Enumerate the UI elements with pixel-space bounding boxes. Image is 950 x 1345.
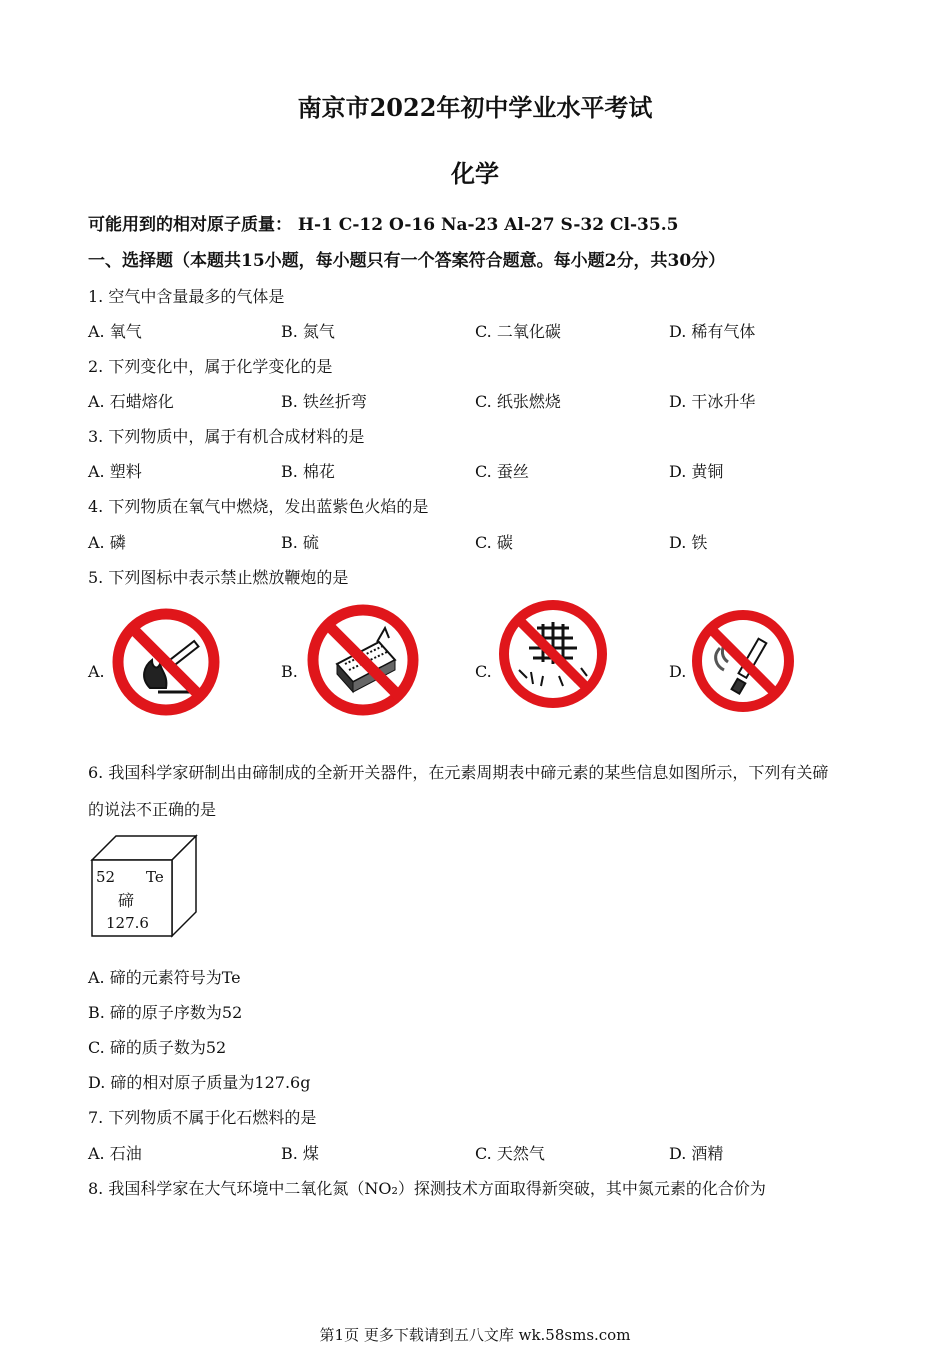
option-b: B. 煤 [281, 1144, 319, 1163]
option-c: C. 碲的质子数为52 [88, 1038, 227, 1057]
element-atomic-mass: 127.6 [106, 914, 149, 932]
option-c: C. [475, 662, 492, 681]
question-stem: 4. 下列物质在氧气中燃烧，发出蓝紫色火焰的是 [88, 497, 429, 516]
option-a: A. 石油 [88, 1144, 142, 1163]
element-name: 碲 [118, 891, 135, 910]
option-c: C. 二氧化碳 [475, 322, 561, 341]
element-tile [88, 832, 200, 940]
option-d: D. 酒精 [669, 1144, 724, 1163]
question-stem: 8. 我国科学家在大气环境中二氧化氮（NO₂）探测技术方面取得新突破，其中氮元素的化合价为 [88, 1179, 766, 1198]
option-c: C. 蚕丝 [475, 462, 529, 481]
option-b: B. [281, 662, 298, 681]
subject-title: 化学 [451, 159, 499, 188]
question-stem: 2. 下列变化中，属于化学变化的是 [88, 357, 333, 376]
question-stem: 3. 下列物质中，属于有机合成材料的是 [88, 427, 365, 446]
option-a: A. 磷 [88, 533, 126, 552]
atomic-masses-line: 可能用到的相对原子质量： H-1 C-12 O-16 Na-23 Al-27 S-32 Cl-35.5 [88, 215, 679, 235]
option-d: D. 稀有气体 [669, 322, 756, 341]
option-d: D. [669, 662, 687, 681]
question-stem: 1. 空气中含量最多的气体是 [88, 287, 285, 306]
option-c: C. 碳 [475, 533, 513, 552]
page-footer: 第1页 更多下载请到五八文库 wk.58sms.com [319, 1326, 631, 1344]
option-c: C. 纸张燃烧 [475, 392, 561, 411]
section-heading: 一、选择题（本题共15小题，每小题只有一个答案符合题意。每小题2分，共30分） [88, 251, 726, 271]
element-atomic-number: 52 [96, 868, 116, 886]
option-b: B. 硫 [281, 533, 319, 552]
element-symbol: Te [146, 868, 164, 886]
question-stem-continued: 的说法不正确的是 [88, 800, 217, 819]
page-title: 南京市2022年初中学业水平考试 [297, 93, 653, 122]
option-a: A. 石蜡熔化 [88, 392, 174, 411]
option-a: A. 碲的元素符号为Te [88, 968, 241, 987]
option-b: B. 铁丝折弯 [281, 392, 367, 411]
no-matches-icon [305, 602, 421, 718]
option-a: A. 氧气 [88, 322, 142, 341]
option-d: D. 铁 [669, 533, 708, 552]
option-d: D. 碲的相对原子质量为127.6g [88, 1073, 311, 1092]
question-stem: 7. 下列物质不属于化石燃料的是 [88, 1108, 317, 1127]
question-stem: 5. 下列图标中表示禁止燃放鞭炮的是 [88, 568, 349, 587]
no-smoking-fire-icon [110, 606, 222, 718]
question-stem: 6. 我国科学家研制出由碲制成的全新开关器件，在元素周期表中碲元素的某些信息如图所示，下列有关碲 [88, 763, 829, 782]
option-a: A. 塑料 [88, 462, 142, 481]
option-b: B. 棉花 [281, 462, 335, 481]
option-d: D. 干冰升华 [669, 392, 756, 411]
no-smoking-icon [690, 608, 796, 714]
option-b: B. 氮气 [281, 322, 335, 341]
option-a: A. [88, 662, 105, 681]
option-c: C. 天然气 [475, 1144, 545, 1163]
option-b: B. 碲的原子序数为52 [88, 1003, 243, 1022]
no-fireworks-icon [497, 598, 609, 710]
option-d: D. 黄铜 [669, 462, 724, 481]
